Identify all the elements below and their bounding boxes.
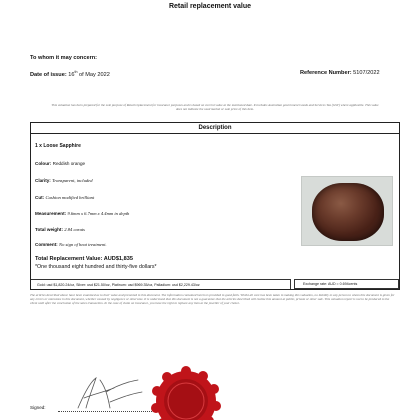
clarity-label: Clarity: [35, 178, 51, 183]
description-header: Description [31, 123, 399, 134]
issue-day-suffix: th [74, 70, 78, 74]
gem-photo [301, 176, 393, 246]
issue-date [30, 70, 110, 78]
disclaimer: The articles described above have been examined as to their value and presented in this document. The information contained herein is provided in good faith. Whilst all care has been taken in making this valuation, no liability to any person to whom this document is given for any errors or omissions in this document, whether caused by negligence or otherwise. It is understood that this document is not a guarantee that the articles described will realise this amount at public, private or other sale. This valuation report is not to be produced to the client until after the conclusion of the sales transaction. In the case of claim on insurance, you have the right to replace any item at the jeweller of your choice. [30, 293, 395, 305]
description-panel [30, 122, 400, 290]
comment-label: Comment: [35, 242, 58, 247]
cut-value: Cushion modified brilliant [45, 195, 95, 200]
wax-seal [148, 363, 224, 420]
item-heading: 1 x Loose Sapphire [35, 143, 81, 149]
total-value: Total Replacement Value: AUD$1,835 [35, 256, 133, 262]
clarity-row [35, 178, 93, 183]
measurement-value: 9.6mm x 6.7mm x 4.4mm in depth [67, 211, 130, 216]
signed-label: Signed: [30, 405, 46, 410]
measurement-row [35, 211, 129, 216]
reference-label: Reference Number: [300, 70, 352, 76]
intro-statement: This valuation has been prepared for the sole purpose of Retail replacement for insurance purposes and is based on current value at the mentioned date. It includes Australian government Goods and Services Tax (GST) where applicable. This value does not indicate the used market or sale price of this item. [51, 103, 379, 111]
document-title: Retail replacement value [168, 3, 252, 10]
issue-month-year: of May 2022 [79, 71, 110, 78]
measurement-label: Measurement: [35, 211, 67, 216]
reference-number [300, 70, 380, 76]
exchange-rate: Exchange rate: AUD = 0.694cents [294, 279, 399, 289]
reference-value: 5107/2022 [353, 70, 380, 76]
issue-date-label: Date of issue: [30, 71, 67, 78]
cut-row [35, 195, 94, 200]
sapphire-image [312, 183, 384, 241]
weight-row [35, 227, 85, 232]
issue-day: 16 [68, 71, 75, 78]
clarity-value: Transparent, included [52, 178, 93, 183]
salutation: To whom it may concern: [30, 55, 98, 61]
cut-label: Cut: [35, 195, 45, 200]
metal-prices: Gold: usd $1,820.24/oz, Silver: usd $21.50/oz, Platinum: usd $969.35/oz, Palladium: usd $2,229.43/oz [31, 279, 291, 289]
weight-label: Total weight: [35, 227, 63, 232]
colour-value: Reddish orange [52, 161, 86, 166]
comment-value: No sign of heat treatment. [59, 242, 107, 247]
comment-row [35, 242, 107, 247]
colour-label: Colour: [35, 161, 52, 166]
signature-scribble [70, 372, 150, 412]
colour-row [35, 161, 85, 166]
weight-value: 2.84 carats [64, 227, 85, 232]
total-value-words: *One thousand eight hundred and thirty-five dollars* [35, 264, 157, 270]
